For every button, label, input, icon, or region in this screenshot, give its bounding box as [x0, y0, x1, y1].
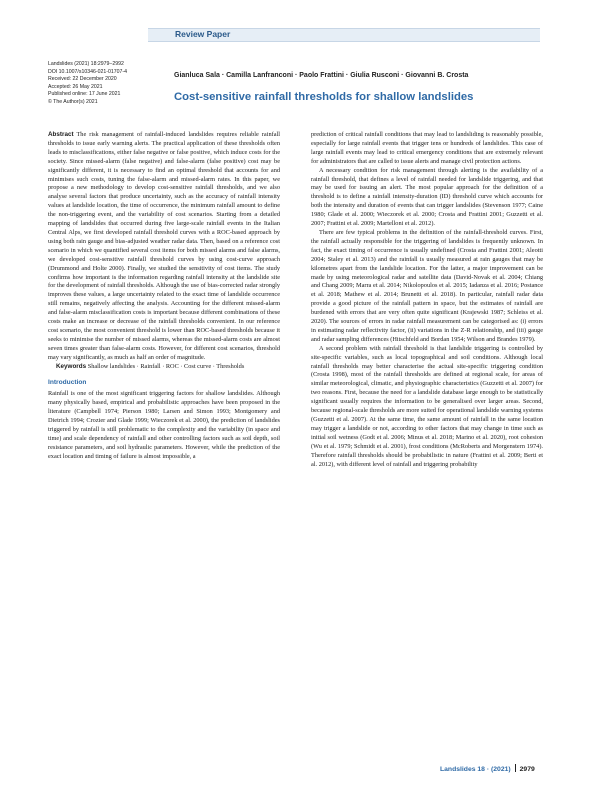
paragraph-continued: prediction of critical rainfall conditions that may lead to landsliding is reasonably possible, especially for large rainfall events that trigger tens or hundreds of landslides. This case of large rainfall events may lead to critical emergency conditions that are extremely relevant for administrators that are called to issue alerts and manage civil protection actions.: [311, 131, 543, 165]
abstract-text: The risk management of rainfall-induced landslides requires reliable rainfall thresholds to issue early warning alerts. The practical application of these thresholds often leads to misclassifications, either false negative or false positive, which induce costs for the society. Since missed-alarm (false negative) and false-alarm (false positive) cost may be significantly different, it is necessary to find an optimal threshold that accounts for and minimises such costs, tuning the false-alarm and missed-alarm rates. In this paper, we propose a new methodology to develop cost-sensitive rainfall thresholds, and we also analyse several factors that produce uncertainty, such as the accuracy of rainfall intensity values at landslide location, the time of occurrence, the minimum rainfall amount to define the non-triggering event, and the variability of cost scenarios. Starting from a detailed mapping of landslides that occurred during five large-scale rainfall events in the Italian Central Alps, we first developed rainfall threshold curves with a ROC-based approach by using both rain gauge and bias-adjusted weather radar data. Then, based on a reference cost scenario in which we quantified several cost items for both missed alarms and false alarms, we developed cost-sensitive rainfall threshold curves by using cost-curve approach (Drummond and Holte 2000). Finally, we studied the sensitivity of cost items. The study confirms how important is the information regarding rainfall intensity at the landslide site for the development of rainfall thresholds. Although the use of bias-corrected radar strongly improves these values, a large uncertainty related to the exact time of landslide occurrence still remains, negatively affecting the analysis. Accounting for the different missed-alarm and false-alarm misclassification costs is important because different combinations of these costs make an increase or decrease of the rainfall thresholds convenient. In our reference cost scenario, the most convenient threshold is lower than ROC-based thresholds because it seeks to minimise the number of missed alarms, whereas the missed-alarm costs are almost seven times greater than false-alarm costs. However, for different cost scenarios, threshold may vary significantly, as much as half an order of magnitude.: [48, 131, 280, 361]
paragraph-thresholds: A necessary condition for risk management through alerting is the availability of a rainfall threshold, that defines a level of rainfall needed for landslide triggering, and that may be used for issuing an alert. The most popular approach for the definition of a threshold is to define a rainfall intensity-duration (ID) threshold curve which accounts for both the intensity and duration of events that can trigger landslides (Stevenson 1977; Caine 1980; Glade et al. 2000; Wieczorek et al. 2000; Crosta and Frattini 2001; Guzzetti et al. 2007; Frattini et al. 2009; Martelloni et al. 2012).: [311, 166, 543, 228]
review-paper-label: Review Paper: [175, 29, 231, 39]
keywords: [48, 363, 280, 372]
meta-citation: Landslides (2021) 18:2979–2992: [48, 61, 124, 67]
keywords-text: Shallow landslides · Rainfall · ROC · Cost curve · Thresholds: [87, 362, 245, 370]
footer-journal: Landslides 18 · (2021): [440, 766, 511, 773]
meta-received: Received: 22 December 2020: [48, 76, 117, 83]
page-footer: [440, 764, 550, 773]
meta-doi[interactable]: DOI 10.1007/s10346-021-01707-4: [48, 68, 128, 75]
abstract: [48, 131, 280, 363]
meta-accepted: Accepted: 26 May 2021: [48, 83, 103, 90]
introduction-paragraph: Rainfall is one of the most significant triggering factors for shallow landslides. Although many physically based, empirical and probabilistic approaches have been proposed in the literature (Campbell 1974; Pierson 1980; Larsen and Simon 1993; Montgomery and Dietrich 1994; Crozier and Glade 1999; Wieczorek et al. 2000), the prediction of landslides triggered by rainfall is still problematic to the complexity and the variability (in space and time) and scale dependency of rainfall and other controlling factors such as soil depth, soil resistance parameters, and soil hydraulic parameters. However, while the prediction of the exact location and timing of failure is almost impossible, a: [48, 390, 280, 460]
keywords-label: Keywords: [56, 362, 87, 370]
article-title: Cost-sensitive rainfall thresholds for shallow landslides: [174, 91, 474, 103]
left-column: [48, 131, 280, 462]
introduction-heading: Introduction: [48, 379, 87, 387]
abstract-label: Abstract: [48, 131, 74, 138]
right-column: [311, 131, 543, 469]
footer-divider: [515, 764, 516, 772]
meta-copyright: © The Author(s) 2021: [48, 98, 98, 105]
article-metadata: [48, 61, 173, 107]
paragraph-problems: There are few typical problems in the definition of the rainfall-threshold curves. First, the rainfall actually responsible for the triggering of landslides is frequently unknown. In fact, the exact timing of occurrence is usually undefined (Crosta and Frattini 2001; Aleotti 2004; Staley et al. 2013) and the rainfall is usually measured at rain gauges that may be kilometres apart from the landslide location. For the latter, a major improvement can be made by using meteorological radar and satellite data (David-Novak et al. 2004; Chiang and Chang 2009; Marra et al. 2014; Nikolopoulos et al. 2015; Iadanza et al. 2016; Postance et al. 2018; Mathew et al. 2014; Brunetti et al. 2018). In particular, rainfall radar data provide a good picture of the rainfall pattern in space, but the estimates of rainfall are burdened with errors that are very often quite significant (Krajewski 1987; Schleiss et al. 2020). The sources of errors in radar rainfall measurement can be categorised as: (i) errors in estimating radar reflectivity factor, (ii) variations in the Z-R relationship, and (iii) gauge and radar sampling differences (Hitschfeld and Bordan 1954; Wilson and Brandes 1979).: [311, 228, 543, 343]
paragraph-site-specific: A second problem with rainfall threshold is that landslide triggering is controlled by site-specific variables, such as local topographical and soil conditions. Although local rainfall thresholds may better characterise the actual site-specific triggering condition (Crosta 1998), most of the rainfall thresholds are defined at regional scale, for areas of similar meteorological, climatic, and physiographic characteristics (Guzzetti et al. 2007) for two reasons. First, because the need for a landslide database large enough to be statistically significant usually requires the information to be generalised over larger areas. Second, because regional-scale thresholds are more suited for operational landslide warning systems (Guzzetti et al. 2007). At the same time, the same amount of rainfall in the same location may trigger a landslide or not, according to other factors that may change in time such as initial soil wetness (Godt et al. 2006; Minus et al. 2018; Marino et al. 2020), root cohesion (Wu et al. 1979; Schmidt et al. 2001), frost conditions (McRoberts and Morgenstern 1974). Therefore rainfall thresholds should be probabilistic in nature (Frattini et al. 2009; Berti et al. 2012), with different level of rainfall and triggering probability: [311, 344, 543, 468]
author-list: Gianluca Sala · Camilla Lanfranconi · Paolo Frattini · Giulia Rusconi · Giovanni B. Crosta: [174, 72, 469, 79]
meta-published: Published online: 17 June 2021: [48, 91, 121, 98]
page-number: 2979: [519, 766, 535, 773]
